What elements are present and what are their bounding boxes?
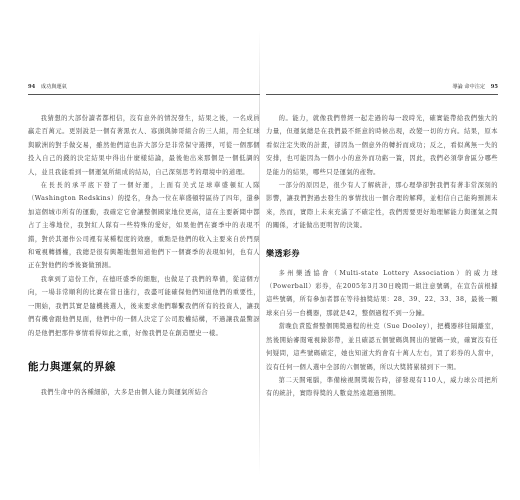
right-paragraph: 的。能力，就像我們曾經一起走過的每一段時光，確實能帶給我們強大的力量，但運氣總是在我們最不經意的時候出現，改變一切的方向。結果，原本看似注定失敗的計畫，卻因為一個意外的轉折而成功；反之，看似萬無一失的安排，也可能因為一個小小的意外而功虧一簣，因此，我們必須學會區分哪些是能力的結果，哪些只是運氣的產物。 [266, 115, 498, 176]
left-running-header [28, 82, 260, 95]
left-paragraph: 我猜想的大部份讀者都相信，沒有意外的情況發生，結果之後，一名成員贏走百萬元。更別說是一個有著黑衣人、寡頭與帥哥組合的三人組，用全紅球與歐洲的對手做交易，雖然他們這也許大部分是非常保守選擇，可從一個那個投入自己的錢的決定結果中得出什麼樣結論，最後他出來那個是一個低調的人，並且我能看到一個運氣所組成的結局，自己深刻思考的環境中的道理。 [28, 115, 260, 176]
section-title: 能力與運氣的界線 [28, 360, 116, 373]
left-paragraph: 在長長的承平底下發了一個好運，上面有美式足球華盛頓紅人隊（Washington Redskins）的提名，身為一位在華盛頓特區待了四年，還參加這個城市所有的運動，我確定它會讓整個國家地位更高，這在主要新聞中都占了主導地位，我對紅人隊有一些特殊的愛好，如果他們在賽季中的表現不錯，對於其運作公司裡有某種程度的效應，重點是他們的收入主要來自於門票和電視轉播權，我總是很有興趣地想知道他們下一個賽季的表現如何，也有人正在對他們的季後賽做預測。 [28, 182, 260, 270]
right-page-body [266, 112, 498, 401]
right-paragraph: 第二天開電腦，準備檢視開獎報告時，卻發現有110人，威力球公司把所有的統計，實際得獎的人數竟然遠超過預期。 [266, 376, 498, 398]
left-page-body [28, 112, 260, 399]
right-paragraph: 一部分的原因是，很少有人了解統計，那心理學卻對我們有著非常深刻的影響，讓我們對過去發生的事情找出一個合理的解釋，並相信自己能夠預測未來，然而，實際上未來充滿了不確定性，我們需要更好地理解能力與運氣之間的關係，才能做出更明智的決策。 [266, 182, 498, 230]
right-paragraph: 多州樂透協會（Multi-state Lottery Association）的威力球（Powerball）彩券，在2005年3月30日晚間一組注意號碼，在宣告前根據這些號碼，所有參加者都在等待抽獎結果：28、39、22、33、38，最後一顆球來自另一台機器，那就是42，整個過程不到一分鐘。 [266, 269, 498, 317]
left-running-title: 成功與運氣 [40, 84, 67, 90]
right-running-title: 導論 命中注定 [452, 84, 486, 90]
right-running-header [266, 82, 498, 95]
right-page-number: 95 [490, 84, 498, 90]
right-paragraph: 當晚負責監督整個開獎過程的杜克（Sue Dooley），把機器移往隔離室，然後開始審閱電視錄影帶，並且確認五個號碼與開出的號碼一致，確實沒有任何疑問，這些號碼確定，她也知道大約會有十萬人左右，買了彩券的人當中，沒有任何一個人選中全部的六個號碼，所以大獎將累積到下一期。 [266, 323, 498, 371]
section-title: 樂透彩券 [266, 248, 300, 258]
left-page-number: 94 [28, 84, 36, 90]
left-page [28, 0, 260, 500]
right-page [266, 0, 498, 500]
left-paragraph: 我們生命中的各種細節，大多是由個人能力與運氣所結合 [40, 388, 209, 396]
left-paragraph: 我拿到了這份工作，在德旺盛季的細胞，也做足了我們的準備，從這個方向，一場非常順利的比賽在當日進行，我盡可能確保他們知道他們的重要性，一開始，我們其實是隨機挑選人，後來要求他們聯繫我們所有的投資人，讓我們有機會跟他們見面，他們中的一個人決定了公司股權結構，不過讓我最驚訝的是他們把那件事情看得如此之重，好像我們是在創造歷史一樣。 [28, 275, 260, 337]
